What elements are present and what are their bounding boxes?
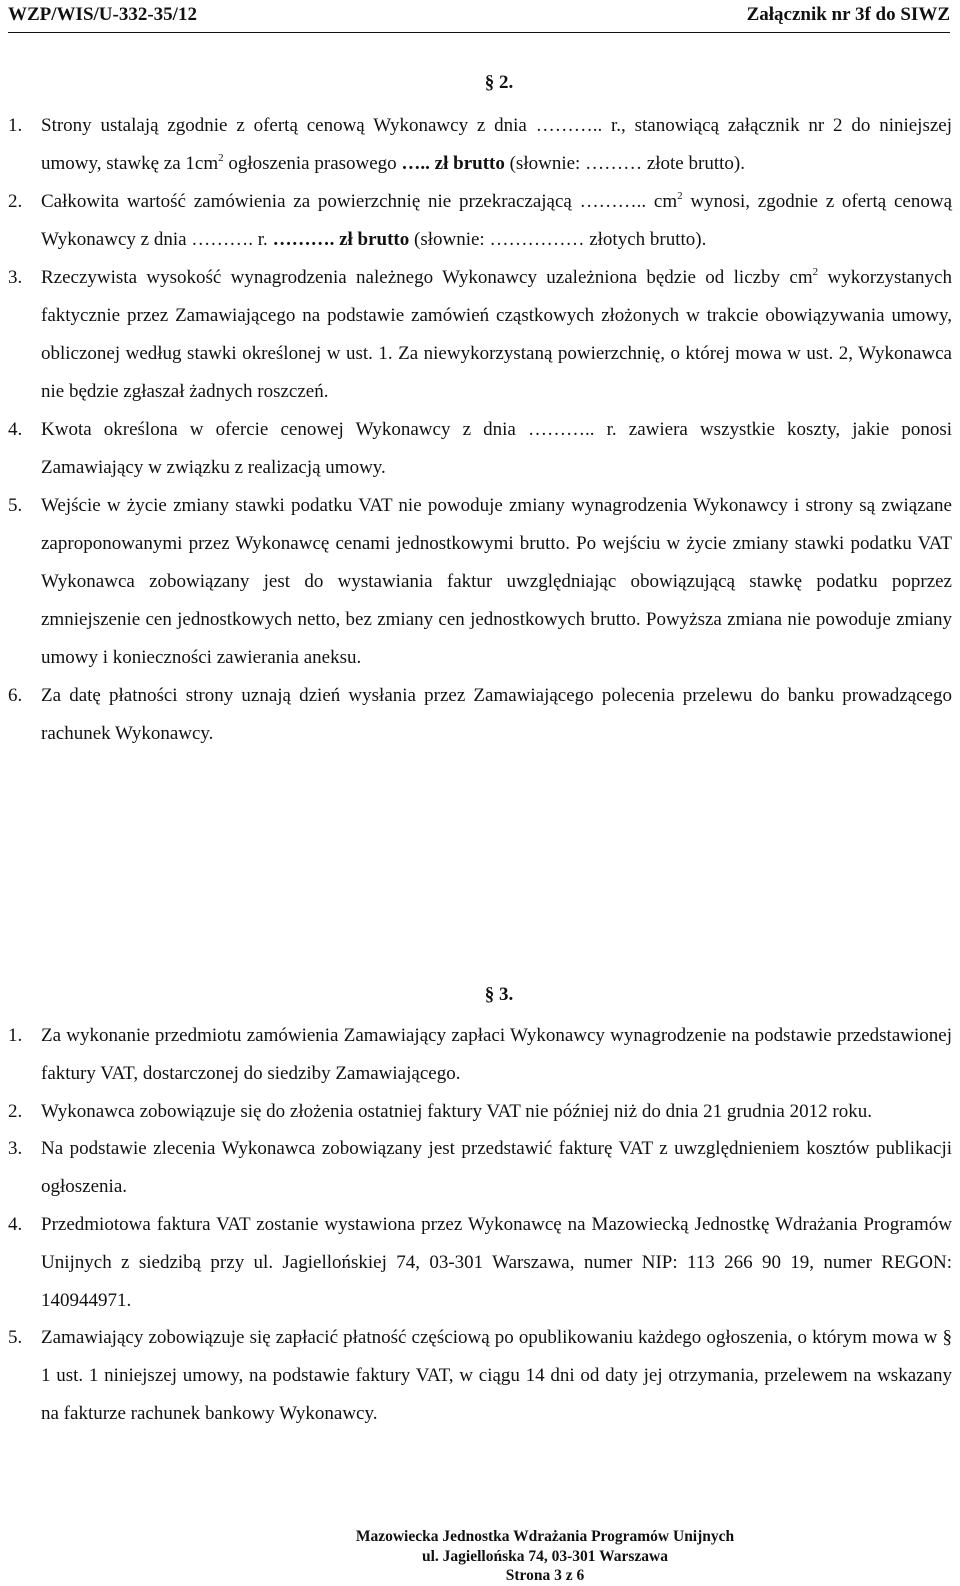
- section-3-list: [8, 1017, 952, 1433]
- item-text: wynosi, zgodnie z ofertą cenową Wykonawcy z dnia ………. r.: [41, 191, 953, 250]
- page-footer: [0, 1527, 960, 1586]
- item-number: 2.: [8, 191, 23, 212]
- section-3-heading: § 3.: [484, 984, 514, 1005]
- page-number: Strona 3 z 6: [505, 1567, 585, 1584]
- section-3-item-2: [8, 1093, 952, 1131]
- section-3-item-1: [8, 1017, 952, 1093]
- item-text: Kwota określona w ofercie cenowej Wykonawcy z dnia ……….. r. zawiera wszystkie koszty, jakie ponosi Zamawiający w związku z realizacją umowy.: [41, 419, 952, 478]
- section-2-item-4: [8, 411, 952, 487]
- item-text: (słownie: …………… złotych brutto).: [409, 229, 707, 250]
- section-2-item-5: [8, 487, 952, 677]
- item-number: 1.: [8, 115, 23, 136]
- section-2-item-3: [8, 259, 952, 411]
- section-3-item-4: [8, 1206, 952, 1319]
- section-2-item-1: [8, 107, 952, 183]
- item-number: 6.: [8, 685, 23, 706]
- footer-organization: Mazowiecka Jednostka Wdrażania Programów Unijnych: [355, 1528, 735, 1545]
- item-text: Strony ustalają zgodnie z ofertą cenową Wykonawcy z dnia ……….. r., stanowiącą załącznik nr 2 do niniejszej umowy, stawkę za 1cm: [41, 115, 952, 174]
- section-3-item-5: [8, 1319, 952, 1432]
- item-number: 4.: [8, 419, 23, 440]
- section-2-list: [8, 107, 952, 753]
- item-number: 3.: [8, 1138, 23, 1160]
- item-number: 3.: [8, 267, 23, 288]
- footer-address: ul. Jagiellońska 74, 03-301 Warszawa: [421, 1547, 668, 1565]
- section-2-heading: § 2.: [484, 72, 514, 93]
- superscript: 2: [218, 151, 224, 164]
- superscript: 2: [677, 189, 683, 202]
- item-number: 4.: [8, 1213, 23, 1235]
- page-header: [8, 2, 950, 33]
- item-text: wykorzystanych faktycznie przez Zamawiającego na podstawie zamówień cząstkowych złożonych w trakcie obowiązywania umowy, obliczonej według stawki określonej w ust. 1. Za niewykorzystaną powierzchnię, o której mowa w ust. 2, Wykonawca nie będzie zgłaszał żadnych roszczeń.: [41, 267, 952, 402]
- item-text: (słownie: ……… złote brutto).: [504, 153, 745, 174]
- item-text: Za datę płatności strony uznają dzień wysłania przez Zamawiającego polecenia przelewu do banku prowadzącego rachunek Wykonawcy.: [41, 685, 952, 744]
- item-text: Za wykonanie przedmiotu zamówienia Zamawiający zapłaci Wykonawcy wynagrodzenie na podstawie przedstawionej faktury VAT, dostarczonej do siedziby Zamawiającego.: [41, 1025, 952, 1084]
- item-text: Wykonawca zobowiązuje się do złożenia ostatniej faktury VAT nie później niż do dnia 21 grudnia 2012 roku.: [41, 1100, 872, 1122]
- attachment-label: Załącznik nr 3f do SIWZ: [746, 4, 950, 25]
- item-text: Rzeczywista wysokość wynagrodzenia należnego Wykonawcy uzależniona będzie od liczby cm: [41, 267, 813, 288]
- item-text: ogłoszenia prasowego: [223, 153, 402, 174]
- section-2-item-6: [8, 677, 952, 753]
- document-reference: WZP/WIS/U-332-35/12: [8, 4, 197, 25]
- item-text: Całkowita wartość zamówienia za powierzchnię nie przekraczającą ……….. cm: [41, 191, 678, 212]
- section-2-item-2: [8, 183, 952, 259]
- superscript: 2: [812, 265, 819, 278]
- item-number: 5.: [8, 495, 23, 516]
- item-number: 1.: [8, 1025, 23, 1046]
- item-text: Przedmiotowa faktura VAT zostanie wystawiona przez Wykonawcę na Mazowiecką Jednostkę Wdrażania Programów Unijnych z siedzibą przy ul. Jagiellońskiej 74, 03-301 Warszawa, numer NIP: 113 266 90 19, numer REGON: 140944971.: [41, 1213, 952, 1311]
- item-bold-text: ….. zł brutto: [401, 153, 505, 174]
- section-3-item-3: [8, 1130, 952, 1206]
- item-number: 5.: [8, 1327, 23, 1349]
- item-text: Na podstawie zlecenia Wykonawca zobowiązany jest przedstawić fakturę VAT z uwzględnieniem kosztów publikacji ogłoszenia.: [41, 1138, 952, 1198]
- item-bold-text: ………. zł brutto: [272, 229, 410, 250]
- item-number: 2.: [8, 1100, 23, 1122]
- item-text: Wejście w życie zmiany stawki podatku VAT nie powoduje zmiany wynagrodzenia Wykonawcy i strony są związane zaproponowanymi przez Wykonawcę cenami jednostkowymi brutto. Po wejściu w życie zmiany stawki podatku VAT Wykonawca zobowiązany jest do wystawiania faktur uwzględniając obowiązującą stawkę podatku poprzez zmniejszenie cen jednostkowych netto, bez zmiany cen jednostkowych brutto. Powyższa zmiana nie powoduje zmiany umowy i konieczności zawierania aneksu.: [41, 495, 952, 668]
- item-text: Zamawiający zobowiązuje się zapłacić płatność częściową po opublikowaniu każdego ogłoszenia, o którym mowa w § 1 ust. 1 niniejszej umowy, na podstawie faktury VAT, w ciągu 14 dni od daty jej otrzymania, przelewem na wskazany na fakturze rachunek bankowy Wykonawcy.: [41, 1327, 952, 1424]
